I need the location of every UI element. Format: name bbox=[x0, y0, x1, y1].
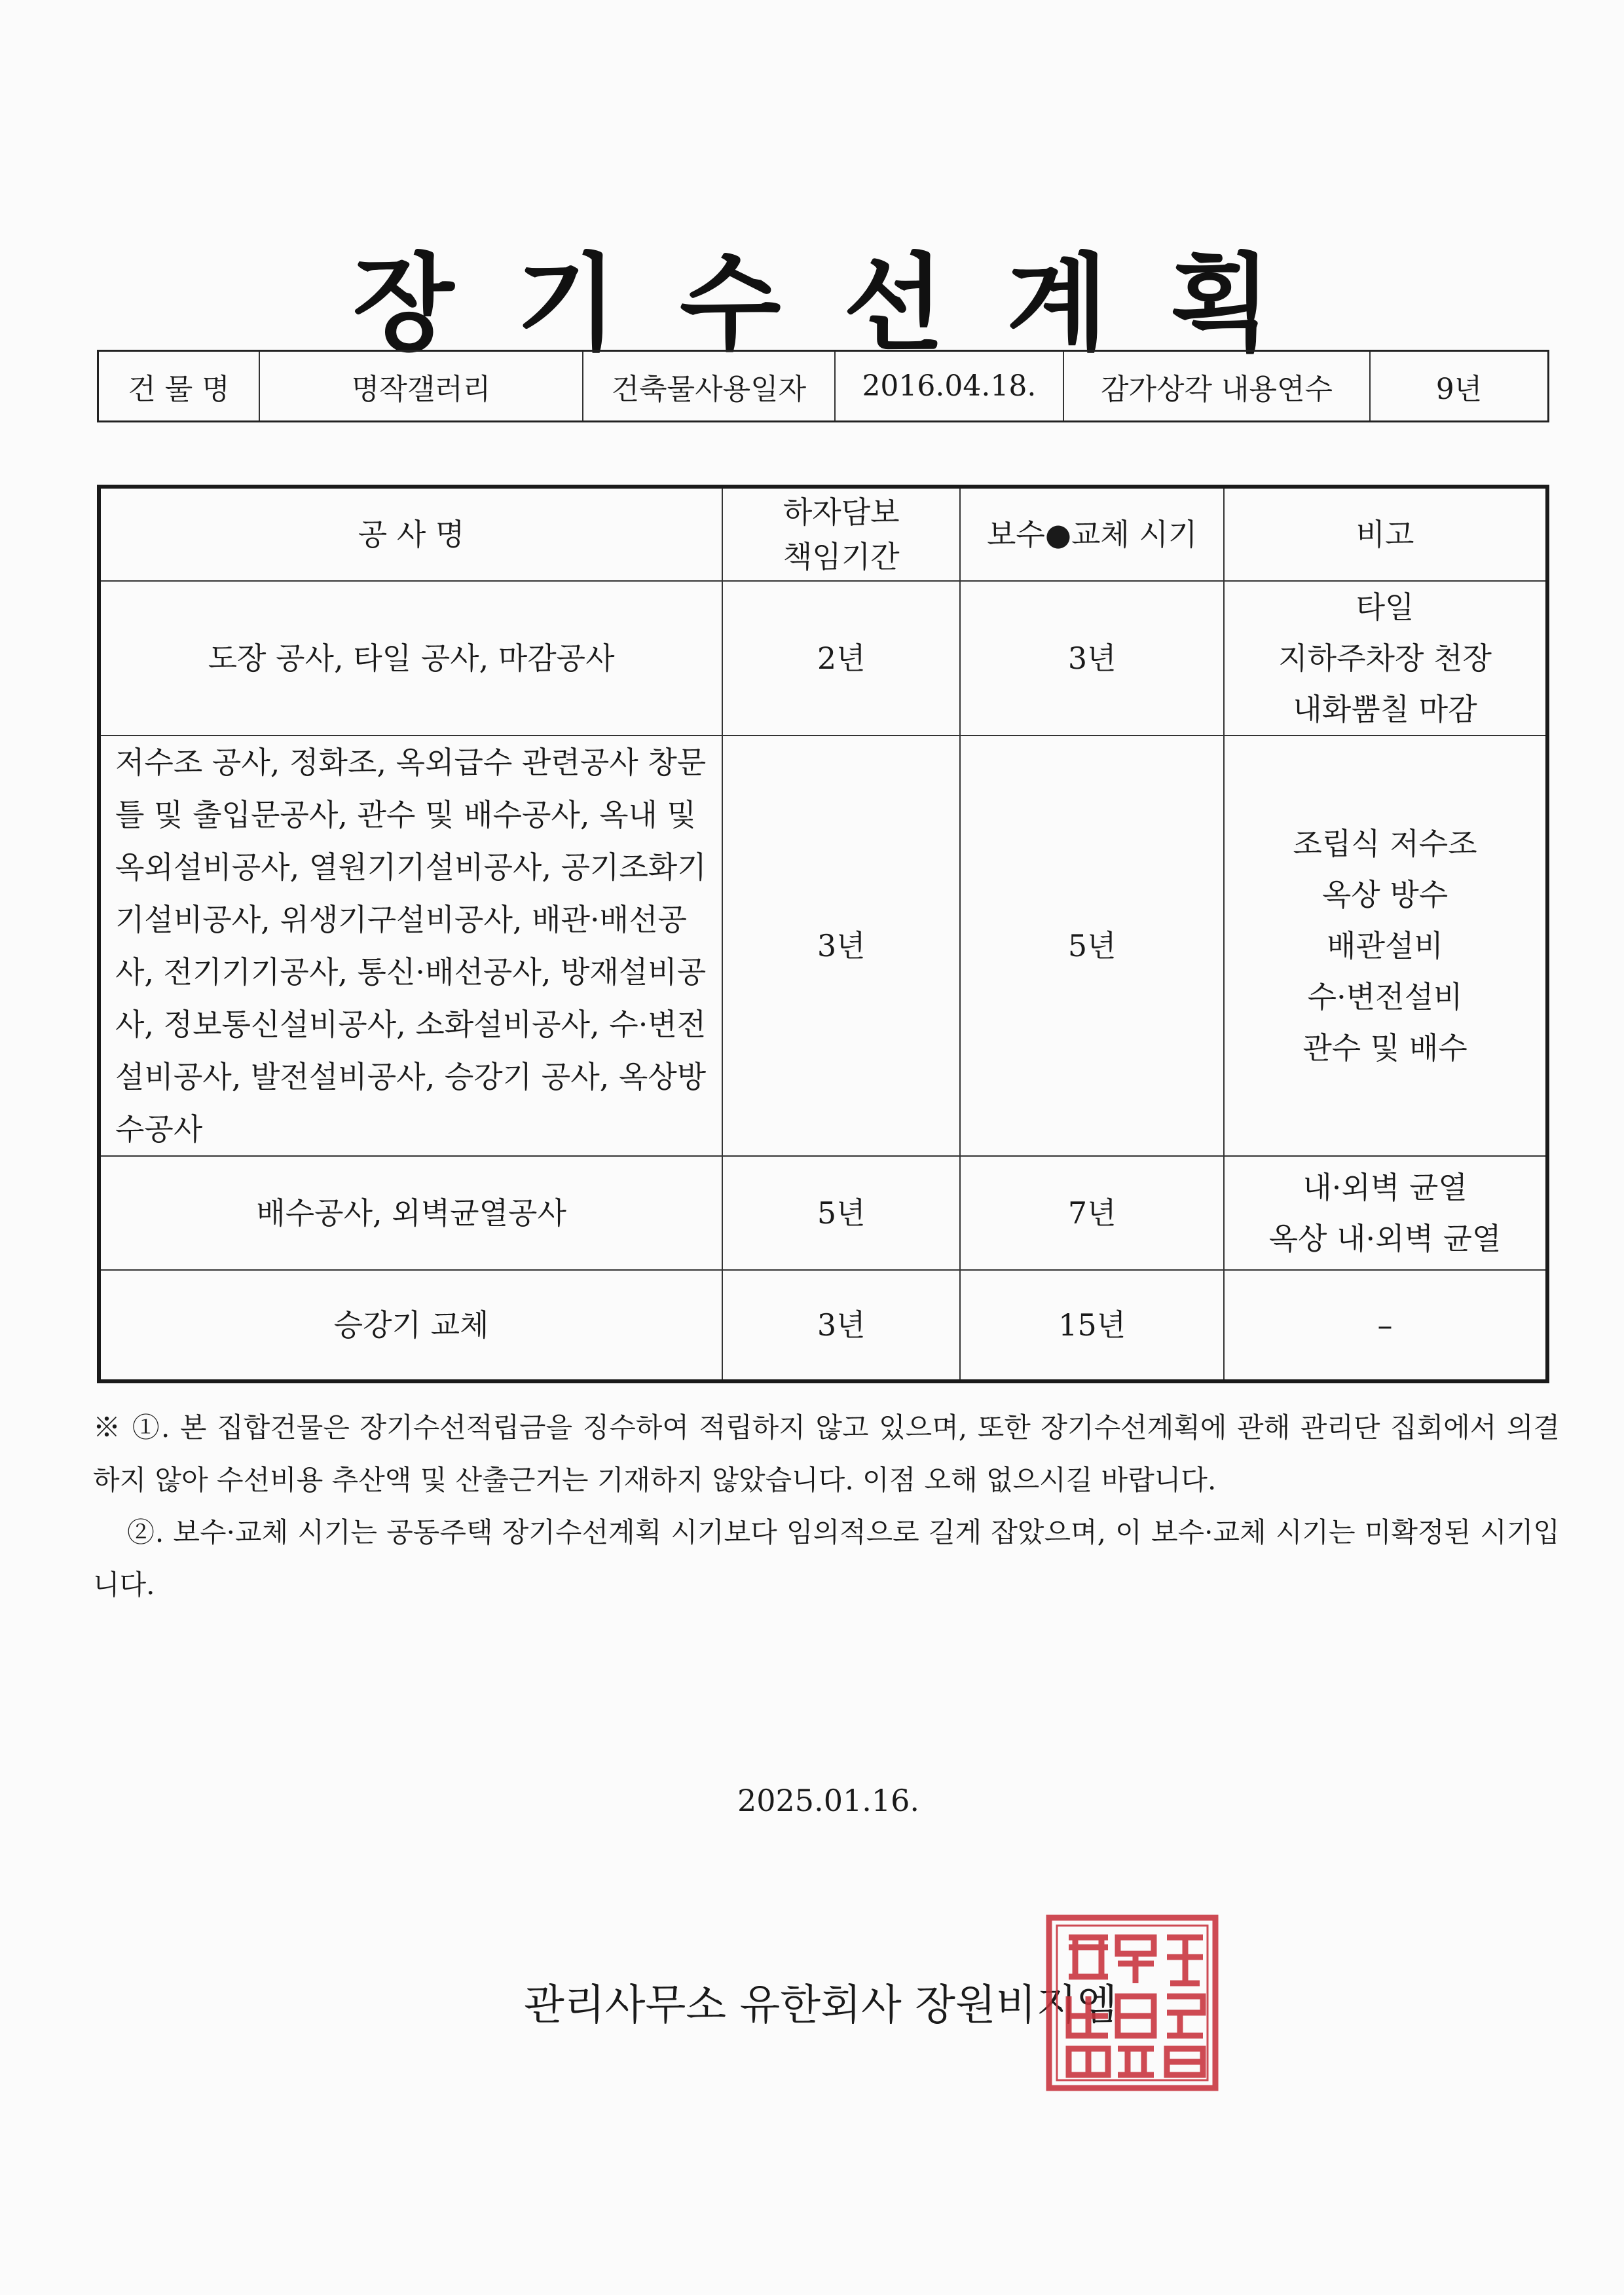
row-work-name: 배수공사, 외벽균열공사 bbox=[99, 1156, 722, 1270]
row-work-name: 승강기 교체 bbox=[99, 1270, 722, 1381]
company-seal-icon bbox=[1043, 1911, 1222, 2095]
header-replace-period: 보수●교체 시기 bbox=[960, 487, 1224, 581]
table-row bbox=[99, 581, 1547, 736]
row-warranty-period: 3년 bbox=[722, 736, 960, 1156]
remark-line: 수·변전설비 bbox=[1307, 979, 1463, 1015]
header-remark: 비고 bbox=[1224, 487, 1547, 581]
row-remark bbox=[1224, 1270, 1547, 1381]
note-2: ②. 보수·교체 시기는 공동주택 장기수선계획 시기보다 임의적으로 길게 잡았으며, 이 보수·교체 시기는 미확정된 시기입니다. bbox=[93, 1516, 1560, 1601]
note-1: ※ ①. 본 집합건물은 장기수선적립금을 징수하여 적립하지 않고 있으며, 또한 장기수선계획에 관해 관리단 집회에서 의결하지 않아 수선비용 추산액 및 산출근거는 기재하지 않았습니다. 이점 오해 없으시길 바랍니다. bbox=[93, 1411, 1560, 1496]
row-work-name: 도장 공사, 타일 공사, 마감공사 bbox=[99, 581, 722, 736]
remark-line: 관수 및 배수 bbox=[1302, 1030, 1467, 1066]
building-name-label: 건 물 명 bbox=[98, 351, 260, 422]
remark-line: 조립식 저수조 bbox=[1293, 826, 1477, 861]
table-row bbox=[99, 1270, 1547, 1381]
remark-line: – bbox=[1377, 1307, 1393, 1343]
table-row bbox=[99, 736, 1547, 1156]
remark-line: 내·외벽 균열 bbox=[1302, 1170, 1467, 1205]
row-warranty-period: 2년 bbox=[722, 581, 960, 736]
building-info-row bbox=[98, 351, 1549, 422]
use-date-label: 건축물사용일자 bbox=[583, 351, 835, 422]
row-replace-period: 5년 bbox=[960, 736, 1224, 1156]
issue-date: 2025.01.16. bbox=[737, 1783, 919, 1818]
remark-line: 지하주차장 천장 bbox=[1278, 641, 1492, 676]
page-title: 장기수선계획 bbox=[352, 242, 1334, 365]
depreciation-life-value: 9년 bbox=[1370, 351, 1548, 422]
header-warranty-line2: 책임기간 bbox=[783, 539, 900, 574]
remark-line: 타일 bbox=[1356, 589, 1414, 625]
row-warranty-period: 5년 bbox=[722, 1156, 960, 1270]
table-header-row bbox=[99, 487, 1547, 581]
row-remark bbox=[1224, 581, 1547, 736]
header-warranty-period bbox=[722, 487, 960, 581]
row-replace-period: 15년 bbox=[960, 1270, 1224, 1381]
remark-line: 옥상 방수 bbox=[1321, 877, 1449, 912]
header-work-name: 공 사 명 bbox=[99, 487, 722, 581]
building-info-table bbox=[97, 350, 1549, 422]
signature-line: 관리사무소 유한회사 장원비지엠 bbox=[524, 1981, 1118, 2030]
remark-line: 배관설비 bbox=[1327, 928, 1443, 963]
remark-line: 옥상 내·외벽 균열 bbox=[1268, 1221, 1502, 1256]
row-replace-period: 7년 bbox=[960, 1156, 1224, 1270]
use-date-value: 2016.04.18. bbox=[835, 351, 1063, 422]
repair-plan-table bbox=[97, 485, 1549, 1383]
row-remark bbox=[1224, 1156, 1547, 1270]
row-replace-period: 3년 bbox=[960, 581, 1224, 736]
depreciation-life-label: 감가상각 내용연수 bbox=[1063, 351, 1370, 422]
row-remark bbox=[1224, 736, 1547, 1156]
row-warranty-period: 3년 bbox=[722, 1270, 960, 1381]
remark-line: 내화뿜칠 마감 bbox=[1293, 692, 1477, 727]
header-warranty-line1: 하자담보 bbox=[783, 494, 900, 530]
notes bbox=[93, 1402, 1560, 1611]
table-row bbox=[99, 1156, 1547, 1270]
building-name-value: 명작갤러리 bbox=[259, 351, 583, 422]
row-work-name: 저수조 공사, 정화조, 옥외급수 관련공사 창문틀 및 출입문공사, 관수 및 배수공사, 옥내 및 옥외설비공사, 열원기기설비공사, 공기조화기기설비공사, 위생기구설비공사, 배관·배선공사, 전기기기공사, 통신·배선공사, 방재설비공사, 정보통신설비공사, 소화설비공사, 수·변전설비공사, 발전설비공사, 승강기 공사, 옥상방수공사 bbox=[99, 736, 722, 1156]
